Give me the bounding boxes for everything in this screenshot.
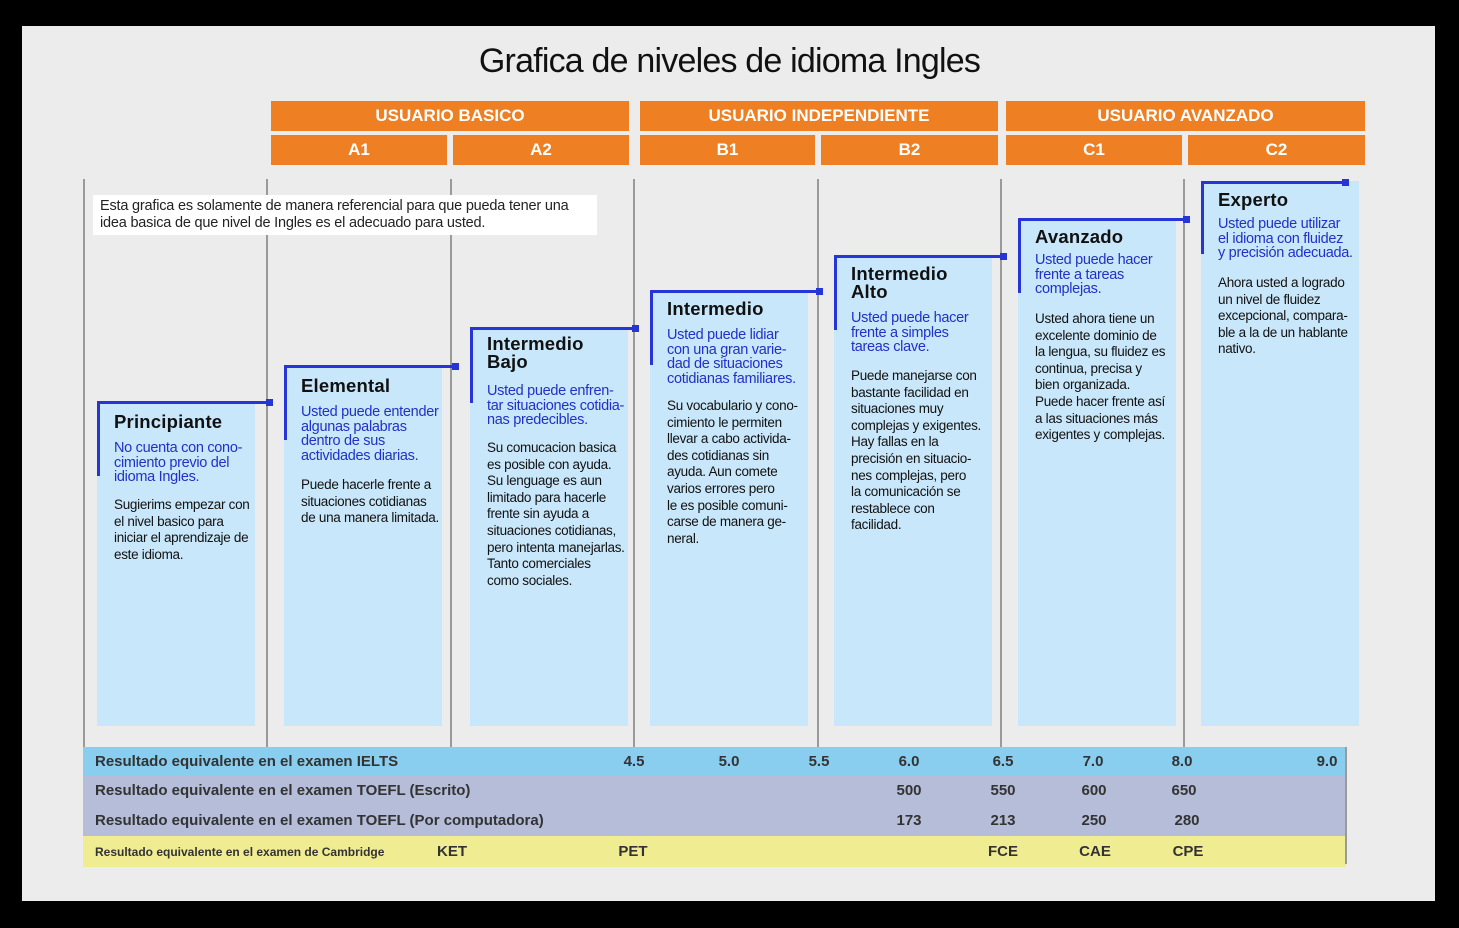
- column-divider: [266, 179, 268, 747]
- level-description: Puede manejarse con bastante facilidad en situaciones muy complejas y exigentes. Hay fallas en la precisión en situacio- nes complejas, pero la comunicación se restablece con facilidad.: [851, 368, 981, 533]
- level-card-principiante: [97, 401, 255, 726]
- group-header-basic: USUARIO BASICO: [271, 101, 629, 131]
- level-name: Intermedio Bajo: [487, 333, 584, 372]
- level-description: Su vocabulario y cono- cimiento le permiten llevar a cabo activida- des cotidianas sin ayuda. Aun comete varios errores pero le es posible comuni- carse de manera ge- neral.: [667, 398, 798, 546]
- step-marker: [1342, 179, 1349, 186]
- level-summary: Usted puede lidiar con una gran varie- dad de situaciones cotidianas familiares.: [667, 327, 796, 387]
- cambridge-score: FCE: [988, 843, 1018, 860]
- page-title: Grafica de niveles de idioma Ingles: [478, 42, 981, 80]
- table-right-edge: [1345, 747, 1347, 864]
- level-summary: Usted puede hacer frente a simples tareas clave.: [851, 310, 969, 355]
- ielts-score: 4.5: [623, 753, 645, 770]
- code-b1: B1: [640, 135, 815, 165]
- step-line-vertical: [97, 401, 100, 476]
- toefl-written-score: 550: [990, 782, 1016, 799]
- step-marker: [1183, 216, 1190, 223]
- reference-note: Esta grafica es solamente de manera referencial para que pueda tener una idea basica de que nivel de Ingles es el adecuado para usted.: [93, 195, 597, 235]
- toefl-written-score: 650: [1171, 782, 1197, 799]
- level-card-intermedio-bajo: [470, 327, 628, 726]
- level-description: Sugierims empezar con el nivel basico para iniciar el aprendizaje de este idioma.: [114, 497, 250, 562]
- ielts-score: 7.0: [1082, 753, 1104, 770]
- toefl-pc-score: 280: [1174, 812, 1200, 829]
- step-marker: [452, 363, 459, 370]
- level-summary: No cuenta con cono- cimiento previo del idioma Ingles.: [114, 440, 243, 485]
- level-summary: Usted puede enfren- tar situaciones cotidia- nas predecibles.: [487, 383, 625, 428]
- ielts-label: Resultado equivalente en el examen IELTS: [95, 753, 399, 770]
- ielts-score: 5.0: [718, 753, 740, 770]
- ielts-score: 6.0: [898, 753, 920, 770]
- ielts-score: 9.0: [1316, 753, 1338, 770]
- step-line-horizontal: [97, 401, 269, 404]
- cambridge-score: PET: [618, 843, 648, 860]
- group-header-advanced: USUARIO AVANZADO: [1006, 101, 1365, 131]
- level-summary: Usted puede entender algunas palabras dentro de sus actividades diarias.: [301, 404, 439, 464]
- toefl-pc-score: 173: [896, 812, 922, 829]
- step-line-vertical: [470, 327, 473, 403]
- ielts-score: 5.5: [808, 753, 830, 770]
- step-line-vertical: [1018, 218, 1021, 293]
- cambridge-score: KET: [437, 843, 467, 860]
- toefl-pc-score: 250: [1081, 812, 1107, 829]
- step-line-horizontal: [1018, 218, 1186, 221]
- level-summary: Usted puede hacer frente a tareas complejas.: [1035, 252, 1153, 297]
- step-line-horizontal: [284, 365, 455, 368]
- level-description: Ahora usted a logrado un nivel de fluidez excepcional, compara- ble a la de un hablante nativo.: [1218, 275, 1348, 357]
- column-divider: [1000, 179, 1002, 747]
- toefl-written-label: Resultado equivalente en el examen TOEFL (Escrito): [95, 782, 471, 799]
- step-line-vertical: [284, 365, 287, 440]
- step-marker: [266, 399, 273, 406]
- level-summary: Usted puede utilizar el idioma con fluidez y precisión adecuada.: [1218, 216, 1353, 261]
- step-line-vertical: [1201, 181, 1204, 254]
- step-line-vertical: [834, 255, 837, 330]
- level-name: Principiante: [114, 411, 223, 432]
- ielts-row: [83, 747, 1346, 776]
- cambridge-row: [83, 836, 1346, 867]
- level-description: Su comucacion basica es posible con ayuda. Su lenguage es aun limitado para hacerle frente sin ayuda a situaciones cotidianas, pero intenta manejarlas. Tanto comerciales como sociales.: [487, 440, 625, 588]
- ielts-score: 8.0: [1171, 753, 1193, 770]
- toefl-written-row: [83, 776, 1346, 805]
- level-description: Usted ahora tiene un excelente dominio de la lengua, su fluidez es continua, precisa y bien organizada. Puede hacer frente así a las situaciones más exigentes y complejas.: [1035, 311, 1166, 443]
- level-name: Intermedio: [667, 298, 764, 319]
- cambridge-score: CAE: [1079, 843, 1111, 860]
- column-divider: [1183, 179, 1185, 747]
- step-line-vertical: [650, 290, 653, 365]
- column-divider: [633, 179, 635, 747]
- cambridge-label: Resultado equivalente en el examen de Cambridge: [95, 845, 385, 859]
- code-b2: B2: [821, 135, 998, 165]
- step-marker: [816, 288, 823, 295]
- step-marker: [1000, 253, 1007, 260]
- code-a2: A2: [453, 135, 629, 165]
- toefl-pc-score: 213: [990, 812, 1016, 829]
- level-name: Elemental: [301, 375, 391, 396]
- toefl-computer-label: Resultado equivalente en el examen TOEFL (Por computadora): [95, 812, 544, 829]
- level-card-avanzado: [1018, 218, 1176, 726]
- level-description: Puede hacerle frente a situaciones cotidianas de una manera limitada.: [301, 477, 439, 526]
- ielts-score: 6.5: [992, 753, 1014, 770]
- level-card-experto: [1201, 181, 1359, 726]
- level-card-intermedio-alto: [834, 255, 992, 726]
- step-line-horizontal: [470, 327, 635, 330]
- code-c2: C2: [1188, 135, 1365, 165]
- step-line-horizontal: [650, 290, 819, 293]
- code-c1: C1: [1006, 135, 1182, 165]
- code-a1: A1: [271, 135, 447, 165]
- column-divider: [450, 179, 452, 747]
- level-card-elemental: [284, 365, 442, 726]
- level-card-intermedio: [650, 290, 808, 726]
- cambridge-score: CPE: [1172, 843, 1204, 860]
- step-line-horizontal: [834, 255, 1003, 258]
- column-divider: [817, 179, 819, 747]
- toefl-written-score: 600: [1081, 782, 1107, 799]
- level-name: Intermedio Alto: [851, 263, 948, 302]
- toefl-computer-row: [83, 805, 1346, 836]
- toefl-written-score: 500: [896, 782, 922, 799]
- level-name: Avanzado: [1035, 226, 1124, 247]
- step-marker: [632, 325, 639, 332]
- level-name: Experto: [1218, 189, 1289, 210]
- step-line-horizontal: [1201, 181, 1345, 184]
- group-header-independent: USUARIO INDEPENDIENTE: [640, 101, 998, 131]
